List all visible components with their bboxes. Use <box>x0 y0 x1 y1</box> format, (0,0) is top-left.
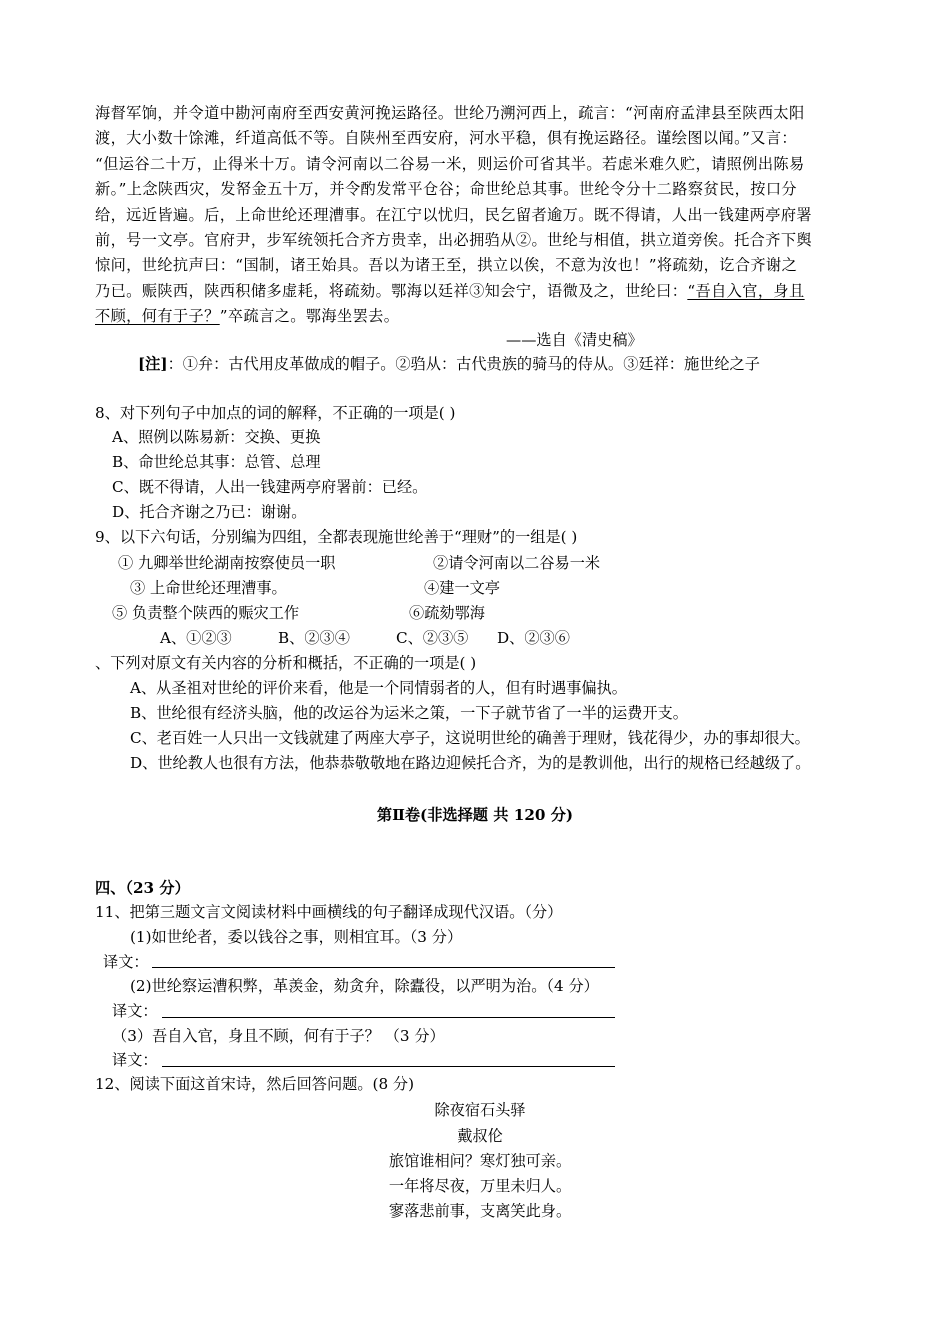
question-9-item: ④建一文亭 <box>424 579 500 597</box>
question-9-choice-c: C、②③⑤ <box>396 629 469 647</box>
question-9-item: ⑤ 负责整个陕西的赈灾工作 <box>112 604 300 622</box>
poem-line: 旅馆谁相问？寒灯独可亲。 <box>388 1152 572 1170</box>
section-2-title: 第Ⅱ卷(非选择题 共 120 分) <box>376 806 574 824</box>
question-11-sentence-1: (1)如世纶者，委以钱谷之事，则相宜耳。（3 分） <box>130 928 463 946</box>
passage-line: 渡，大小数十馀滩，纤道高低不等。自陕州至西安府，河水平稳，俱有挽运路径。谨绘图以闻。”又言： <box>95 129 798 148</box>
translation-label: 译文： <box>103 953 149 971</box>
poem-author: 戴叔伦 <box>457 1127 503 1145</box>
passage-line: 新。”上念陕西灾，发帑金五十万，并令酌发常平仓谷；命世纶总其事。世纶令分十二路察贫民，按口分 <box>95 180 798 199</box>
footnote-text: ：①弁：古代用皮革做成的帽子。②驺从：古代贵族的骑马的侍从。③廷祥：施世纶之子 <box>167 355 760 373</box>
question-11-sentence-3: （3）吾自入官，身且不顾，何有于子？ （3 分） <box>112 1027 445 1045</box>
question-8-option-b: B、命世纶总其事：总管、总理 <box>112 453 321 471</box>
passage-line <box>95 304 865 329</box>
footnote <box>138 353 760 375</box>
question-10-option-a: A、从圣祖对世纶的评价来看，他是一个同情弱者的人，但有时遇事偏执。 <box>130 679 627 697</box>
passage-line: 前，号一文亭。官府尹，步军统领托合齐方贵幸，出必拥驺从②。世纶与相值，拱立道旁俟。托合齐下舆 <box>95 231 813 250</box>
question-11-sentence-2: (2)世纶察运漕积弊，革羡金，劾贪弁，除蠹役，以严明为治。（4 分） <box>130 977 599 995</box>
classical-passage <box>95 101 865 330</box>
translation-label: 译文： <box>112 1002 158 1020</box>
question-12-stem: 12、阅读下面这首宋诗，然后回答问题。(8 分) <box>95 1075 415 1093</box>
poem-line: 寥落悲前事，支离笑此身。 <box>388 1202 572 1220</box>
question-9-choice-a: A、①②③ <box>160 629 232 647</box>
question-9-choice-b: B、②③④ <box>278 629 350 647</box>
question-9-item: ① 九卿举世纶湖南按察使员一职 <box>118 554 336 572</box>
answer-line[interactable] <box>152 967 615 968</box>
question-9-item: ③ 上命世纶还理漕事。 <box>130 579 287 597</box>
source-citation: ——选自《清史稿》 <box>506 331 643 349</box>
passage-line: 惊问，世纶抗声曰：“国制，诸王始具。吾以为诸王至，拱立以俟，不意为汝也！”将疏劾，讫合齐谢之 <box>95 256 798 275</box>
underlined-sentence: “吾自入官，身且 <box>687 281 805 300</box>
question-9-item: ②请令河南以二谷易一米 <box>433 554 601 572</box>
poem-line: 一年将尽夜，万里未归人。 <box>388 1177 572 1195</box>
answer-line[interactable] <box>162 1017 615 1018</box>
passage-line-text: 乃已。赈陕西，陕西积储多虚耗，将疏劾。鄂海以廷祥③知会宁，语微及之，世纶曰： <box>95 281 688 300</box>
question-8-stem: 8、对下列句子中加点的词的解释，不正确的一项是( ) <box>95 404 456 422</box>
translation-label: 译文： <box>112 1051 158 1069</box>
question-9-choice-d: D、②③⑥ <box>497 629 570 647</box>
underlined-sentence: 不顾，何有于子？ <box>95 307 220 326</box>
passage-line: 给，远近皆遍。后，上命世纶还理漕事。在江宁以忧归，民乞留者逾万。既不得请，人出一钱建两亭府署 <box>95 205 813 224</box>
passage-line <box>95 279 865 304</box>
answer-line[interactable] <box>162 1066 615 1067</box>
question-9-stem: 9、以下六句话，分别编为四组，全都表现施世纶善于“理财”的一组是( ) <box>95 528 578 546</box>
question-8-option-a: A、照例以陈易新：交换、更换 <box>112 428 321 446</box>
question-10-option-b: B、世纶很有经济头脑，他的改运谷为运米之策，一下子就节省了一半的运费开支。 <box>130 704 688 722</box>
question-10-option-c: C、老百姓一人只出一文钱就建了两座大亭子，这说明世纶的确善于理财，钱花得少，办的事却很大。 <box>130 729 810 747</box>
poem-title: 除夜宿石头驿 <box>434 1101 526 1119</box>
passage-line: “但运谷二十万，止得米十万。请令河南以二谷易一米，则运价可省其半。若虑米难久贮，请照例出陈易 <box>95 154 805 173</box>
question-10-option-d: D、世纶教人也很有方法，他恭恭敬敬地在路边迎候托合齐，为的是教训他，出行的规格已经越级了。 <box>130 754 811 772</box>
section-4-heading: 四、（23 分） <box>95 879 190 897</box>
question-11-stem: 11、把第三题文言文阅读材料中画横线的句子翻译成现代汉语。（分） <box>95 903 563 921</box>
question-8-option-c: C、既不得请，人出一钱建两亭府署前：已经。 <box>112 478 428 496</box>
question-8-option-d: D、托合齐谢之乃已：谢谢。 <box>112 503 307 521</box>
footnote-label: [注] <box>138 355 168 373</box>
passage-line: 海督军饷，并令道中勘河南府至西安黄河挽运路径。世纶乃溯河西上，疏言：“河南府孟津县至陕西太阳 <box>95 104 805 122</box>
question-10-stem: 、下列对原文有关内容的分析和概括，不正确的一项是( ) <box>95 654 477 672</box>
passage-line-text: ”卒疏言之。鄂海坐罢去。 <box>219 307 400 326</box>
question-9-item: ⑥疏劾鄂海 <box>409 604 485 622</box>
